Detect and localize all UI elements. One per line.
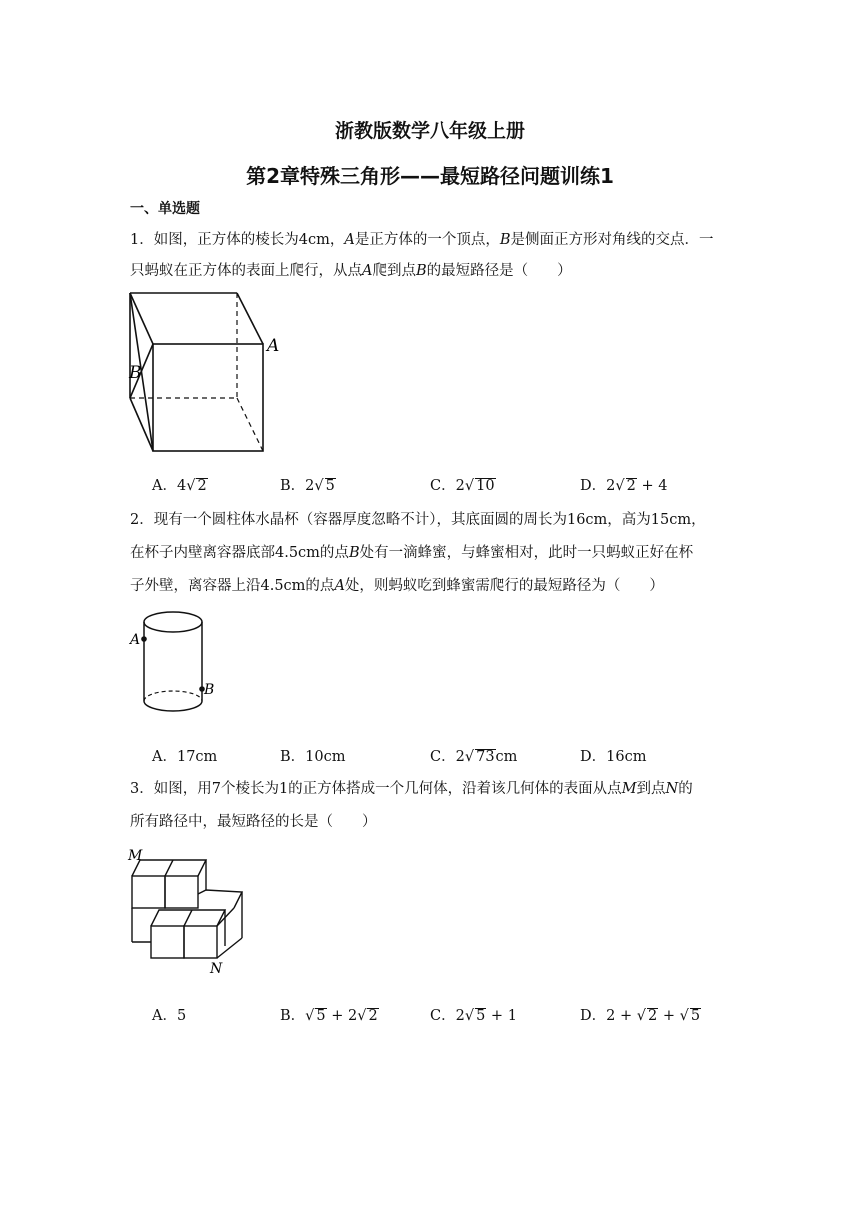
q1-option-c[interactable]: C．2√ 10 xyxy=(430,478,495,494)
section-heading: 一、单选题 xyxy=(130,201,200,217)
q2-line-2: 在杯子内壁离容器底部4.5cm的点B处有一滴蜂蜜，与蜂蜜相对，此时一只蚂蚁正好在杯 xyxy=(130,545,694,561)
q3-line-1: 3．如图，用7个棱长为1的正方体搭成一个几何体，沿着该几何体的表面从点M到点N的 xyxy=(130,781,693,797)
label-b: B xyxy=(129,363,142,383)
q1-line-1: 1．如图，正方体的棱长为4cm，A是正方体的一个顶点，B是侧面正方形对角线的交点．一 xyxy=(130,232,714,248)
cubes-figure xyxy=(126,848,250,978)
q1-option-d[interactable]: D．2√ 2 + 4 xyxy=(580,478,668,494)
q1-line-2: 只蚂蚁在正方体的表面上爬行，从点A爬到点B的最短路径是（ ） xyxy=(130,263,572,279)
q3-option-c[interactable]: C．2√ 5 + 1 xyxy=(430,1008,517,1024)
label-b: B xyxy=(204,682,215,698)
label-a: A xyxy=(130,632,141,648)
document-title: 浙教版数学八年级上册 xyxy=(334,120,525,142)
q1-option-a[interactable]: A．4√ 2 xyxy=(152,478,207,494)
q3-option-b[interactable]: B．√ 5 + 2√ 2 xyxy=(280,1008,378,1024)
q3-line-2: 所有路径中，最短路径的长是（ ） xyxy=(130,814,377,830)
cylinder-figure xyxy=(128,606,228,724)
label-n: N xyxy=(210,961,223,977)
q2-option-d[interactable]: D．16cm xyxy=(580,749,647,765)
q3-option-d[interactable]: D．2 + √ 2 + √ 5 xyxy=(580,1008,701,1024)
q2-line-3: 子外壁，离容器上沿4.5cm的点A处，则蚂蚁吃到蜂蜜需爬行的最短路径为（ ） xyxy=(130,578,664,594)
q2-option-c[interactable]: C．2√ 73cm xyxy=(430,749,518,765)
q2-line-1: 2．现有一个圆柱体水晶杯（容器厚度忽略不计），其底面圆的周长为16cm，高为15cm， xyxy=(130,512,706,528)
label-a: A xyxy=(267,336,280,356)
label-m: M xyxy=(128,848,143,864)
q3-option-a[interactable]: A．5 xyxy=(152,1008,187,1024)
document-subtitle: 第2章特殊三角形——最短路径问题训练1 xyxy=(246,164,614,188)
cube-figure xyxy=(125,286,295,456)
q2-option-a[interactable]: A．17cm xyxy=(152,749,218,765)
q1-option-b[interactable]: B．2√ 5 xyxy=(280,478,335,494)
q2-option-b[interactable]: B．10cm xyxy=(280,749,346,765)
